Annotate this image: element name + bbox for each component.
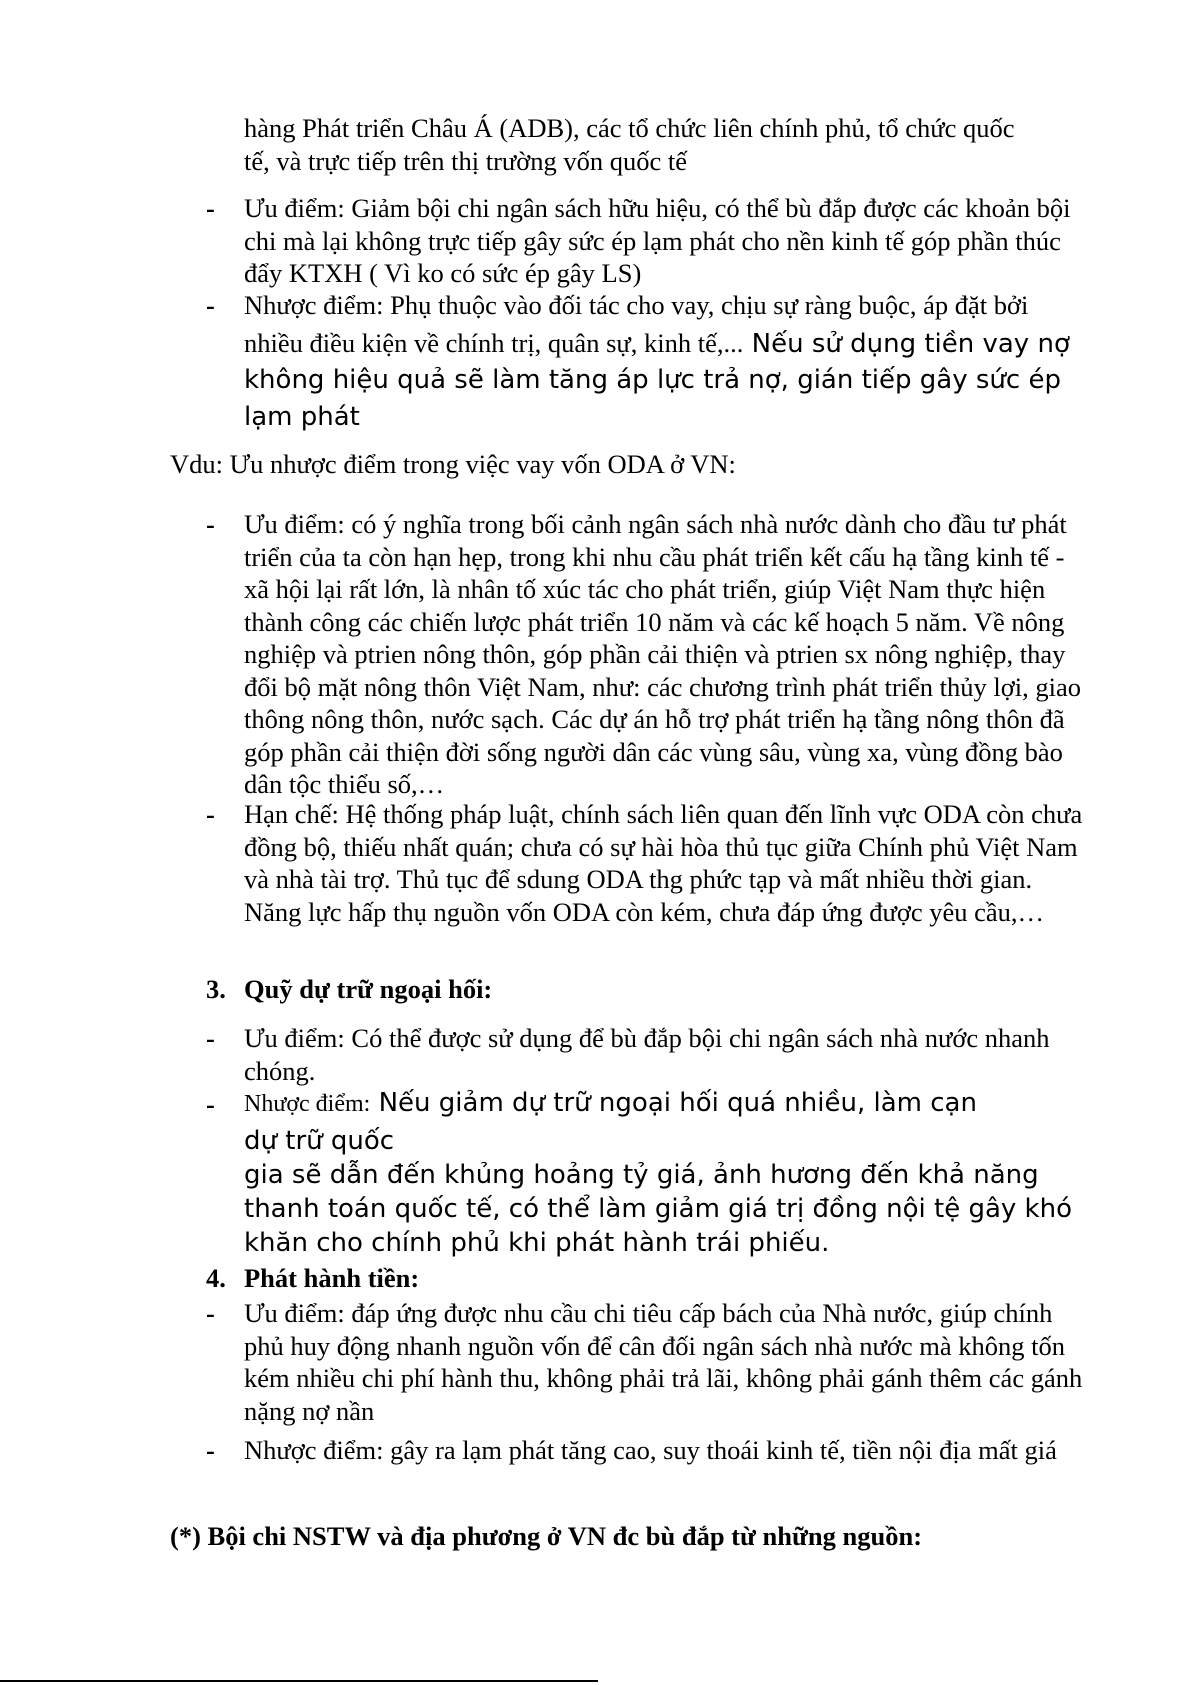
section-3-title: Quỹ dự trữ ngoại hối: bbox=[244, 974, 493, 1004]
loan-cons-serif: Nhược điểm: Phụ thuộc vào đối tác cho vay, chịu sự ràng buộc, áp đặt bởi nhiều điều kiện về chính trị, quân sự, kinh tế,... bbox=[244, 290, 1029, 358]
page-bottom-rule bbox=[0, 1680, 598, 1682]
loan-cons-text bbox=[244, 289, 1084, 437]
bullet-dash: - bbox=[206, 799, 215, 829]
loan-cons-sans: Nếu sử dụng tiền vay nợ không hiệu quả sẽ làm tăng áp lực trả nợ, gián tiếp gây sức ép lạm phát bbox=[244, 328, 1070, 432]
bullet-dash: - bbox=[206, 290, 215, 320]
reserve-cons-label: Nhược điểm: bbox=[244, 1091, 371, 1117]
example-title: Vdu: Ưu nhược điểm trong việc vay vốn ODA ở VN: bbox=[170, 449, 736, 479]
section-3-number: 3. bbox=[206, 974, 226, 1004]
bullet-dash: - bbox=[206, 1298, 215, 1328]
reserve-pros-text: Ưu điểm: Có thể được sử dụng để bù đắp bội chi ngân sách nhà nước nhanh chóng. bbox=[244, 1023, 1050, 1086]
money-cons-text: Nhược điểm: gây ra lạm phát tăng cao, suy thoái kinh tế, tiền nội địa mất giá bbox=[244, 1435, 1057, 1465]
bullet-dash: - bbox=[206, 1435, 215, 1465]
bullet-dash: - bbox=[206, 193, 215, 223]
section-4-number: 4. bbox=[206, 1263, 226, 1293]
bullet-dash: - bbox=[206, 509, 215, 539]
reserve-cons-line-2: dự trữ quốc bbox=[244, 1126, 395, 1156]
reserve-cons-rest: gia sẽ dẫn đến khủng hoảng tỷ giá, ảnh hương đến khả năng thanh toán quốc tế, có thể làm giảm giá trị đồng nội tệ gây khó khăn cho chính phủ khi phát hành trái phiếu. bbox=[244, 1160, 1072, 1258]
intro-line-1: hàng Phát triển Châu Á (ADB), các tổ chức liên chính phủ, tổ chức quốc bbox=[244, 113, 1015, 143]
bullet-dash: - bbox=[206, 1023, 215, 1053]
loan-pros-text: Ưu điểm: Giảm bội chi ngân sách hữu hiệu, có thể bù đắp được các khoản bội chi mà lại không trực tiếp gây sức ép lạm phát cho nền kinh tế góp phần thúc đẩy KTXH ( Vì ko có sức ép gây LS) bbox=[244, 193, 1071, 288]
oda-cons-text: Hạn chế: Hệ thống pháp luật, chính sách liên quan đến lĩnh vực ODA còn chưa đồng bộ, thiếu nhất quán; chưa có sự hài hòa thủ tục giữa Chính phủ Việt Nam và nhà tài trợ. Thủ tục để sdung ODA thg phức tạp và mất nhiều thời gian. Năng lực hấp thụ nguồn vốn ODA còn kém, chưa đáp ứng được yêu cầu,… bbox=[244, 799, 1083, 927]
reserve-cons-line-1: Nếu giảm dự trữ ngoại hối quá nhiều, làm cạn bbox=[370, 1088, 977, 1118]
reserve-cons-text bbox=[244, 1086, 1084, 1260]
section-4-title: Phát hành tiền: bbox=[244, 1263, 420, 1293]
money-pros-text: Ưu điểm: đáp ứng được nhu cầu chi tiêu cấp bách của Nhà nước, giúp chính phủ huy động nhanh nguồn vốn để cân đối ngân sách nhà nước mà không tốn kém nhiều chi phí hành thu, không phải trả lãi, không phải gánh thêm các gánh nặng nợ nần bbox=[244, 1298, 1083, 1426]
footer-heading: (*) Bội chi NSTW và địa phương ở VN đc bù đắp từ những nguồn: bbox=[170, 1521, 923, 1551]
oda-pros-text: Ưu điểm: có ý nghĩa trong bối cảnh ngân sách nhà nước dành cho đầu tư phát triển của ta còn hạn hẹp, trong khi nhu cầu phát triển kết cấu hạ tầng kinh tế - xã hội lại rất lớn, là nhân tố xúc tác cho phát triển, giúp Việt Nam thực hiện thành công các chiến lược phát triển 10 năm và các kế hoạch 5 năm. Về nông nghiệp và ptrien nông thôn, góp phần cải thiện và ptrien sx nông nghiệp, thay đổi bộ mặt nông thôn Việt Nam, như: các chương trình phát triển thủy lợi, giao thông nông thôn, nước sạch. Các dự án hỗ trợ phát triển hạ tầng nông thôn đã góp phần cải thiện đời sống người dân các vùng sâu, vùng xa, vùng đồng bào dân tộc thiểu số,… bbox=[244, 509, 1082, 799]
bullet-dash: - bbox=[206, 1089, 215, 1119]
intro-line-2: tế, và trực tiếp trên thị trường vốn quốc tế bbox=[244, 146, 688, 176]
